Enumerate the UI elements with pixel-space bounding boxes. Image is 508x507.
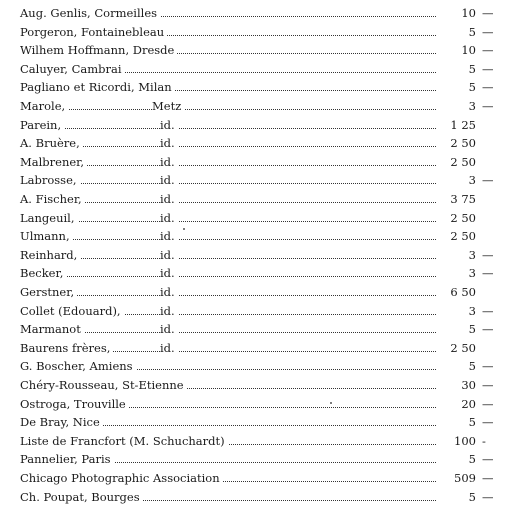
list-item: [0, 431, 508, 451]
amount-value: 100: [436, 431, 476, 451]
subscriber-place: id.: [160, 133, 178, 153]
amount-dash: —: [482, 173, 494, 188]
subscriber-name: Chéry-Rousseau, St-Etienne: [20, 375, 187, 395]
amount-dash: —: [482, 43, 494, 58]
dot-leader: [20, 109, 446, 110]
subscriber-place: id.: [160, 208, 178, 228]
subscriber-name: Labrosse,: [20, 170, 80, 190]
subscriber-name: Porgeron, Fontainebleau: [20, 22, 167, 42]
subscriber-name: Pannelier, Paris: [20, 449, 114, 469]
subscriber-name: Aug. Genlis, Cormeilles: [20, 3, 160, 23]
list-item: [0, 152, 508, 172]
dot-leader: [20, 332, 446, 333]
amount-value: 30: [436, 375, 476, 395]
amount-dash: —: [482, 415, 494, 430]
amount-dash: —: [482, 322, 494, 337]
amount-value: 10: [436, 40, 476, 60]
list-item: [0, 301, 508, 321]
list-item: [0, 245, 508, 265]
amount-value: 2 50: [436, 208, 476, 228]
list-item: [0, 22, 508, 42]
amount-value: 10: [436, 3, 476, 23]
list-item: [0, 319, 508, 339]
list-item: [0, 356, 508, 376]
subscriber-name: Pagliano et Ricordi, Milan: [20, 77, 175, 97]
list-item: [0, 3, 508, 23]
dot-leader: [20, 128, 446, 129]
amount-dash: —: [482, 61, 494, 76]
amount-value: 3: [436, 96, 476, 116]
list-item: [0, 263, 508, 283]
subscriber-name: Becker,: [20, 263, 66, 283]
amount-dash: —: [482, 489, 494, 504]
amount-value: 3 75: [436, 189, 476, 209]
amount-dash: —: [482, 6, 494, 20]
subscriber-place: id.: [160, 152, 178, 172]
amount-value: 5: [436, 356, 476, 376]
amount-value: 2 50: [436, 338, 476, 358]
print-speck: [183, 228, 185, 230]
subscriber-name: Gerstner,: [20, 282, 77, 302]
amount-dash: —: [482, 80, 494, 95]
subscriber-name: Malbrener,: [20, 152, 87, 172]
amount-dash: —: [482, 303, 494, 318]
subscriber-place: id.: [160, 226, 178, 246]
subscriber-name: Caluyer, Cambrai: [20, 59, 125, 79]
amount-value: 2 50: [436, 133, 476, 153]
subscriber-name: A. Fischer,: [20, 189, 85, 209]
list-item: [0, 208, 508, 228]
list-item: [0, 96, 508, 116]
subscriber-name: Langeuil,: [20, 208, 78, 228]
amount-value: 20: [436, 394, 476, 414]
list-item: [0, 77, 508, 97]
amount-dash: —: [482, 378, 494, 392]
subscriber-name: Ulmann,: [20, 226, 73, 246]
subscriber-place: Metz: [152, 96, 184, 116]
amount-dash: —: [482, 24, 494, 39]
subscriber-name: A. Bruère,: [20, 133, 83, 153]
dot-leader: [20, 183, 446, 184]
amount-value: 5: [436, 412, 476, 432]
subscriber-name: Liste de Francfort (M. Schuchardt): [20, 431, 228, 451]
dot-leader: [20, 276, 446, 277]
amount-value: 5: [436, 59, 476, 79]
amount-dash: —: [482, 471, 494, 485]
list-item: [0, 59, 508, 79]
list-item: [0, 412, 508, 432]
amount-value: 2 50: [436, 226, 476, 246]
dot-leader: [20, 258, 446, 259]
list-item: [0, 394, 508, 414]
amount-value: 3: [436, 170, 476, 190]
subscriber-place: id.: [160, 282, 178, 302]
list-item: [0, 189, 508, 209]
subscriber-name: Baurens frères,: [20, 338, 113, 358]
subscriber-name: De Bray, Nice: [20, 412, 103, 432]
amount-value: 509: [436, 468, 476, 488]
subscriber-name: Wilhem Hoffmann, Dresde: [20, 40, 177, 60]
subscriber-name: Ostroga, Trouville: [20, 394, 129, 414]
amount-dash: —: [482, 247, 494, 262]
subscriber-place: id.: [160, 115, 178, 135]
subscriber-name: Chicago Photographic Association: [20, 468, 223, 488]
amount-value: 3: [436, 245, 476, 265]
dot-leader: [20, 146, 446, 147]
subscriber-place: id.: [160, 319, 178, 339]
list-item: [0, 282, 508, 302]
amount-dash: —: [482, 266, 494, 281]
subscriber-name: Ch. Poupat, Bourges: [20, 487, 143, 507]
list-item: [0, 133, 508, 153]
amount-value: 2 50: [436, 152, 476, 172]
subscriber-place: id.: [160, 338, 178, 358]
subscriber-name: G. Boscher, Amiens: [20, 356, 136, 376]
list-item: [0, 115, 508, 135]
amount-value: 5: [436, 449, 476, 469]
list-item: [0, 170, 508, 190]
subscriber-place: id.: [160, 170, 178, 190]
list-item: [0, 375, 508, 395]
amount-dash: —: [482, 452, 494, 467]
list-item: [0, 487, 508, 507]
subscriber-place: id.: [160, 189, 178, 209]
dot-leader: [20, 295, 446, 296]
amount-value: 5: [436, 22, 476, 42]
amount-value: 3: [436, 301, 476, 321]
subscriber-name: Collet (Edouard),: [20, 301, 124, 321]
subscriber-name: Marmanot: [20, 319, 84, 339]
subscriber-name: Reinhard,: [20, 245, 80, 265]
amount-value: 6 50: [436, 282, 476, 302]
subscriber-place: id.: [160, 245, 178, 265]
amount-dash: —: [482, 396, 494, 411]
subscriber-place: id.: [160, 263, 178, 283]
dot-leader: [20, 239, 446, 240]
list-item: [0, 338, 508, 358]
list-item: [0, 449, 508, 469]
list-item: [0, 40, 508, 60]
amount-value: 5: [436, 77, 476, 97]
list-item: [0, 468, 508, 488]
subscriber-name: Marole,: [20, 96, 68, 116]
amount-dash: -: [482, 433, 486, 448]
amount-value: 5: [436, 319, 476, 339]
amount-value: 1 25: [436, 115, 476, 135]
amount-value: 5: [436, 487, 476, 507]
subscriber-place: id.: [160, 301, 178, 321]
amount-dash: —: [482, 99, 494, 113]
list-item: [0, 226, 508, 246]
dot-leader: [20, 221, 446, 222]
amount-dash: —: [482, 359, 494, 374]
subscriber-name: Parein,: [20, 115, 64, 135]
amount-value: 3: [436, 263, 476, 283]
print-speck: [330, 402, 332, 404]
